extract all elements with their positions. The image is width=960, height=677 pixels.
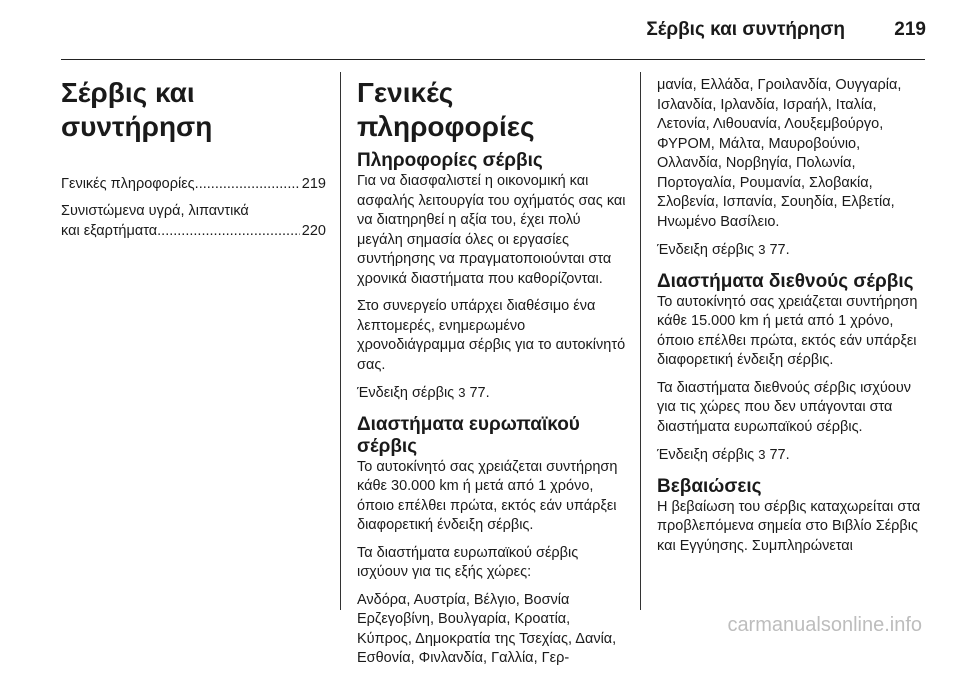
- toc-page: 220: [301, 223, 326, 239]
- paragraph: Το αυτοκίνητό σας χρειάζεται συντήρηση κάθε 15.000 km ή μετά από 1 χρόνο, όποιο επέλθει πρώτα, εκτός εάν υπάρξει διαφορετική ένδειξη σέρβις.: [657, 293, 918, 368]
- toc-leader: [157, 221, 300, 241]
- heading-european-intervals: Διαστήματα ευρωπαϊκού σέρβις: [357, 413, 580, 457]
- reference-text: Ένδειξη σέρβις: [657, 447, 755, 463]
- cross-reference[interactable]: [657, 445, 927, 466]
- page-number: 219: [894, 19, 926, 40]
- section-title: Γενικές πληροφορίες: [357, 77, 535, 142]
- column-divider-1: [340, 72, 341, 610]
- toc-entry-general[interactable]: [61, 174, 326, 194]
- toc-label-cont: και εξαρτήματα: [61, 223, 158, 239]
- reference-page: 77.: [469, 385, 490, 401]
- heading-service-info: Πληροφορίες σέρβις: [357, 150, 543, 171]
- paragraph: Το αυτοκίνητό σας χρειάζεται συντήρηση κάθε 30.000 km ή μετά από 1 χρόνο, όποιο επέλθει πρώτα, εκτός εάν υπάρξει διαφορετική ένδειξη σέρβις.: [357, 458, 618, 533]
- chapter-column: [61, 76, 326, 248]
- toc-label: Γενικές πληροφορίες: [61, 176, 195, 192]
- reference-page: 77.: [769, 447, 790, 463]
- paragraph: μανία, Ελλάδα, Γροιλανδία, Ουγγαρία, Ισλανδία, Ιρλανδία, Ισραήλ, Ιταλία, Λετονία, Λιθουανία, Λουξεμβούργο, ΦΥΡΟΜ, Μάλτα, Μαυροβούνιο, Ολλανδία, Νορβηγία, Πολωνία, Πορτογαλία, Ρουμανία, Σλοβακία, Σλοβενία, Ισπανία, Σουηδία, Ελβετία, Ηνωμένο Βασίλειο.: [657, 77, 902, 230]
- running-header-title: Σέρβις και συντήρηση: [646, 19, 845, 40]
- paragraph: Τα διαστήματα διεθνούς σέρβις ισχύουν για τις χώρες που δεν υπάγονται στα διαστήματα ευρωπαϊκού σέρβις.: [657, 379, 912, 435]
- reference-text: Ένδειξη σέρβις: [657, 242, 755, 258]
- reference-text: Ένδειξη σέρβις: [357, 385, 455, 401]
- header-divider: [61, 59, 925, 60]
- toc-label: Συνιστώμενα υγρά, λιπαντικά: [61, 203, 249, 219]
- paragraph: Η βεβαίωση του σέρβις καταχωρείται στα προβλεπόμενα σημεία στο Βιβλίο Σέρβις και Εγγύησης. Συμπληρώνεται: [657, 498, 921, 554]
- arrow-icon: 3: [458, 385, 466, 400]
- paragraph: Ανδόρα, Αυστρία, Βέλγιο, Βοσνία Ερζεγοβίνη, Βουλγαρία, Κροατία, Κύπρος, Δημοκρατία της Τσεχίας, Δανία, Εσθονία, Φινλανδία, Γαλλία, Γερ-: [357, 591, 617, 666]
- heading-confirmations: Βεβαιώσεις: [657, 475, 762, 497]
- text-column-3: [657, 76, 927, 564]
- toc-page: 219: [301, 176, 326, 192]
- paragraph: Για να διασφαλιστεί η οικονομική και ασφαλής λειτουργία του οχήματός σας και να διατηρηθεί η αξία του, έχει πολύ μεγάλη σημασία όλες οι εργασίες συντήρησης να πραγματοποιούνται στα χρονικά διαστήματα που καθορίζονται.: [357, 173, 626, 287]
- chapter-title: Σέρβις και συντήρηση: [61, 77, 213, 142]
- reference-page: 77.: [769, 242, 790, 258]
- paragraph: Τα διαστήματα ευρωπαϊκού σέρβις ισχύουν για τις εξής χώρες:: [357, 544, 579, 580]
- arrow-icon: 3: [758, 447, 766, 462]
- toc-leader: [195, 174, 300, 194]
- site-watermark: carmanualsonline.info: [727, 614, 922, 636]
- cross-reference[interactable]: [657, 240, 927, 261]
- paragraph: Στο συνεργείο υπάρχει διαθέσιμο ένα λεπτομερές, ενημερωμένο χρονοδιάγραμμα σέρβις για το αυτοκίνητό σας.: [357, 298, 626, 373]
- arrow-icon: 3: [758, 242, 766, 257]
- heading-international-intervals: Διαστήματα διεθνούς σέρβις: [657, 270, 914, 292]
- text-column-2: [357, 76, 627, 677]
- toc-entry-fluids[interactable]: [61, 201, 326, 241]
- column-divider-2: [640, 72, 641, 610]
- cross-reference[interactable]: [357, 383, 627, 404]
